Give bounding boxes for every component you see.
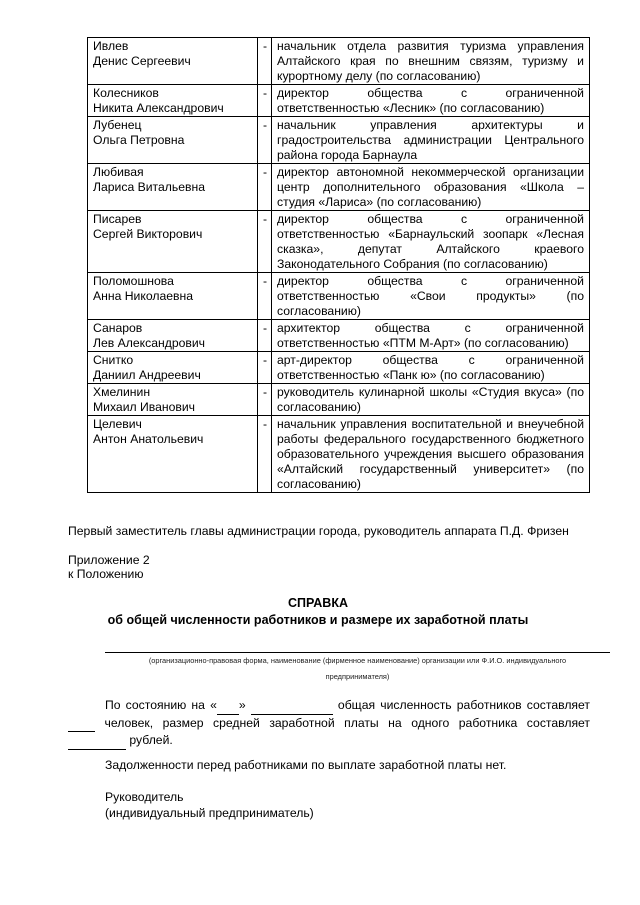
members-table-body xyxy=(88,38,590,493)
member-role-cell: начальник отдела развития туризма управления Алтайского края по внешним связям, туризму и курортному делу (по согласованию) xyxy=(272,38,590,85)
salary-blank xyxy=(68,732,126,750)
employee-count-blank xyxy=(68,715,95,733)
head-title: Руководитель xyxy=(105,790,184,804)
table-row xyxy=(88,211,590,273)
head-subtitle: (индивидуальный предприниматель) xyxy=(105,806,314,820)
member-dash-cell: - xyxy=(258,384,272,416)
table-row xyxy=(88,384,590,416)
statement-total-text: общая численность работников составляет xyxy=(337,698,590,712)
document-title-subtitle: об общей численности работников и размере их заработной платы xyxy=(107,613,529,627)
member-surname: Писарев xyxy=(93,212,142,226)
member-role-cell: директор общества с ограниченной ответственностью «Свои продукты» (по согласованию) xyxy=(272,273,590,320)
member-name-cell xyxy=(88,352,258,384)
member-given-names: Ольга Петровна xyxy=(93,133,185,147)
table-row xyxy=(88,273,590,320)
member-surname: Снитко xyxy=(93,353,134,367)
table-row xyxy=(88,117,590,164)
member-role-cell: начальник управления архитектуры и градостроительства администрации Центрального района города Барнаула xyxy=(272,117,590,164)
member-name-cell xyxy=(88,38,258,85)
month-blank xyxy=(251,697,333,715)
member-given-names: Даниил Андреевич xyxy=(93,368,201,382)
member-surname: Ивлев xyxy=(93,39,129,53)
document-title-main: СПРАВКА xyxy=(288,596,348,610)
organization-caption-line1: (организационно-правовая форма, наименование (фирменное наименование) организации или Ф.И.О. индивидуального xyxy=(148,656,567,665)
member-surname: Лубенец xyxy=(93,118,142,132)
member-given-names: Михаил Иванович xyxy=(93,400,196,414)
appendix-reference xyxy=(68,553,150,581)
table-row xyxy=(88,38,590,85)
statement-currency: рублей. xyxy=(129,733,173,747)
member-role-cell: архитектор общества с ограниченной ответственностью «ПТМ М-Арт» (по согласованию) xyxy=(272,320,590,352)
member-role-cell: директор общества с ограниченной ответственностью «Барнаульский зоопарк «Лесная сказка», депутат Алтайского краевого Законодательного Собрания (по согласованию) xyxy=(272,211,590,273)
organization-caption xyxy=(100,653,615,685)
member-surname: Санаров xyxy=(93,321,143,335)
member-name-cell xyxy=(88,117,258,164)
member-role-cell: начальник управления воспитательной и внеучебной работы федерального государственного бюджетного образовательного учреждения высшего образования «Алтайский государственный университет» (по согласованию) xyxy=(272,416,590,493)
table-row xyxy=(88,352,590,384)
member-given-names: Лариса Витальевна xyxy=(93,180,206,194)
table-row xyxy=(88,164,590,211)
member-given-names: Денис Сергеевич xyxy=(93,54,191,68)
signature-line: Первый заместитель главы администрации города, руководитель аппарата П.Д. Фризен xyxy=(68,524,569,538)
member-surname: Целевич xyxy=(93,417,142,431)
member-dash-cell: - xyxy=(258,352,272,384)
appendix-number: Приложение 2 xyxy=(68,553,150,567)
member-given-names: Антон Анатольевич xyxy=(93,432,204,446)
statement-paragraph xyxy=(68,697,590,750)
document-title xyxy=(68,595,568,629)
member-name-cell xyxy=(88,164,258,211)
debt-statement: Задолженности перед работниками по выплате заработной платы нет. xyxy=(105,758,507,772)
table-row xyxy=(88,416,590,493)
member-role-cell: директор общества с ограниченной ответственностью «Лесник» (по согласованию) xyxy=(272,85,590,117)
member-surname: Любивая xyxy=(93,165,144,179)
member-dash-cell: - xyxy=(258,164,272,211)
member-name-cell xyxy=(88,416,258,493)
statement-salary-text: человек, размер средней заработной платы на одного работника составляет xyxy=(104,715,590,730)
member-dash-cell: - xyxy=(258,38,272,85)
member-role-cell: руководитель кулинарной школы «Студия вкуса» (по согласованию) xyxy=(272,384,590,416)
table-row xyxy=(88,85,590,117)
member-name-cell xyxy=(88,320,258,352)
day-blank xyxy=(217,697,239,715)
member-given-names: Никита Александрович xyxy=(93,101,224,115)
statement-date-close: » xyxy=(238,698,246,712)
head-signature-block xyxy=(105,789,314,821)
member-name-cell xyxy=(88,273,258,320)
member-dash-cell: - xyxy=(258,85,272,117)
organization-caption-line2: предпринимателя) xyxy=(325,672,390,681)
member-dash-cell: - xyxy=(258,320,272,352)
members-table xyxy=(87,37,590,493)
member-surname: Колесников xyxy=(93,86,159,100)
member-dash-cell: - xyxy=(258,117,272,164)
member-given-names: Лев Александрович xyxy=(93,336,206,350)
member-given-names: Сергей Викторович xyxy=(93,227,203,241)
member-role-cell: директор автономной некоммерческой организации центр дополнительного образования «Школа – студия «Лариса» (по согласованию) xyxy=(272,164,590,211)
member-dash-cell: - xyxy=(258,211,272,273)
member-name-cell xyxy=(88,384,258,416)
member-surname: Поломошнова xyxy=(93,274,174,288)
member-role-cell: арт-директор общества с ограниченной ответственностью «Панк ю» (по согласованию) xyxy=(272,352,590,384)
member-dash-cell: - xyxy=(258,416,272,493)
statement-date-prefix: По состоянию на « xyxy=(105,698,217,712)
appendix-regulation: к Положению xyxy=(68,567,144,581)
member-name-cell xyxy=(88,211,258,273)
table-row xyxy=(88,320,590,352)
member-name-cell xyxy=(88,85,258,117)
member-dash-cell: - xyxy=(258,273,272,320)
member-given-names: Анна Николаевна xyxy=(93,289,193,303)
member-surname: Хмелинин xyxy=(93,385,151,399)
